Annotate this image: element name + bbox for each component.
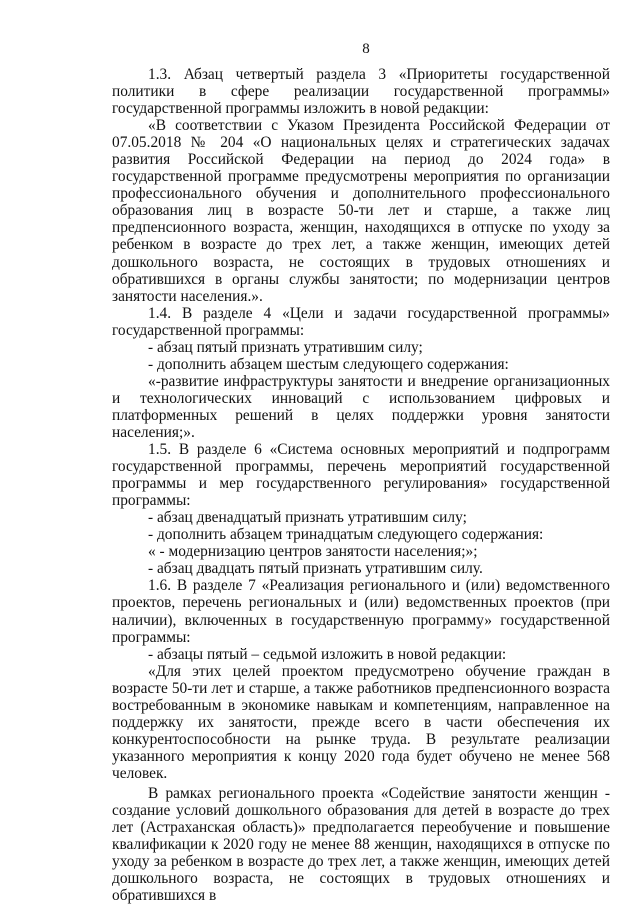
paragraph: 1.3. Абзац четвертый раздела 3 «Приоритеты государственной политики в сфере реализации государственной программы» государственной программы изложить в новой редакции: bbox=[112, 66, 610, 118]
paragraph: В рамках регионального проекта «Содействие занятости женщин - создание условий дошкольного образования для детей в возрасте до трех лет (Астраханская область)» предполагается переобучение и повышение квалификации к 2020 году не менее 88 женщин, находящихся в отпуске по уходу за ребенком в возрасте до трех лет, а также женщин, имеющих детей дошкольного возраста, не состоящих в трудовых отношениях и обратившихся в bbox=[112, 784, 610, 905]
paragraph: «-развитие инфраструктуры занятости и внедрение организационных и технологических инноваций с использованием цифровых и платформенных решений в целях поддержки уровня занятости населения;». bbox=[112, 372, 610, 441]
paragraph: - абзац двадцать пятый признать утратившим силу. bbox=[148, 560, 483, 578]
paragraph: 1.5. В разделе 6 «Система основных мероприятий и подпрограмм государственной программы, перечень мероприятий государственной программы и мер государственного регулирования» государственной программы: bbox=[112, 441, 610, 510]
page-number: 8 bbox=[362, 41, 370, 57]
paragraph: 1.4. В разделе 4 «Цели и задачи государственной программы» государственной программы: bbox=[112, 304, 610, 339]
paragraph: - абзац двенадцатый признать утратившим силу; bbox=[148, 509, 467, 527]
paragraph: «Для этих целей проектом предусмотрено обучение граждан в возрасте 50-ти лет и старше, а также работников предпенсионного возраста востребованным в экономике навыкам и компетенциям, направленное на поддержку их занятости, прежде всего в части обеспечения их конкурентоспособности на рынке труда. В результате реализации указанного мероприятия к концу 2020 года будет обучено не менее 568 человек. bbox=[112, 662, 610, 782]
paragraph: - дополнить абзацем шестым следующего содержания: bbox=[148, 355, 509, 373]
paragraph: «В соответствии с Указом Президента Российской Федерации от 07.05.2018 № 204 «О национальных целях и стратегических задачах развития Российской Федерации на период до 2024 года» в государственной программе предусмотрены мероприятия по организации профессионального обучения и дополнительного профессионального образования лиц в возрасте 50-ти лет и старше, а также лиц предпенсионного возраста, женщин, находящихся в отпуске по уходу за ребенком в возрасте до трех лет, а также женщин, имеющих детей дошкольного возраста, не состоящих в трудовых отношениях и обратившихся в органы службы занятости; по модернизации центров занятости населения.». bbox=[112, 117, 610, 305]
paragraph: « - модернизацию центров занятости населения;»; bbox=[148, 543, 478, 561]
document-body bbox=[112, 66, 610, 904]
paragraph: 1.6. В разделе 7 «Реализация регионального и (или) ведомственного проектов, перечень региональных и (или) ведомственных проектов (при наличии), включенных в государственную программу» государственной программы: bbox=[112, 577, 610, 646]
paragraph: - дополнить абзацем тринадцатым следующего содержания: bbox=[148, 526, 544, 544]
paragraph: - абзацы пятый – седьмой изложить в новой редакции: bbox=[148, 645, 507, 663]
paragraph: - абзац пятый признать утратившим силу; bbox=[148, 338, 423, 356]
